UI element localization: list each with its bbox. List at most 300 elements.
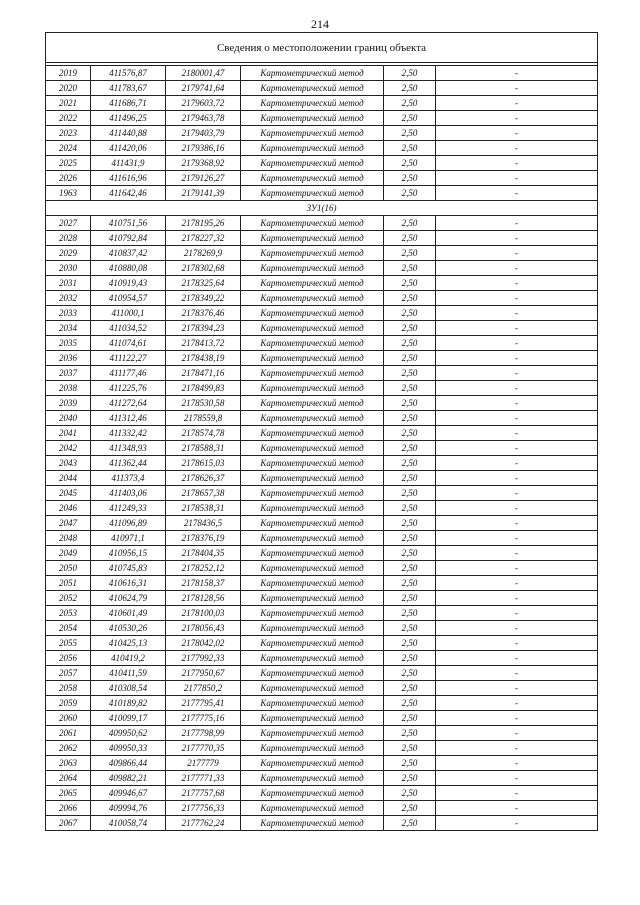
- coord-y: 2178376,19: [166, 531, 241, 546]
- coord-y: 2178158,37: [166, 576, 241, 591]
- coord-y: 2179368,92: [166, 156, 241, 171]
- coord-y: 2178588,31: [166, 441, 241, 456]
- coord-x: 411122,27: [91, 351, 166, 366]
- point-number: 2033: [46, 306, 91, 321]
- precision: 2,50: [384, 531, 436, 546]
- description: -: [436, 816, 598, 831]
- coord-x: 411440,88: [91, 126, 166, 141]
- coord-y: 2178574,78: [166, 426, 241, 441]
- coord-y: 2178195,26: [166, 216, 241, 231]
- precision: 2,50: [384, 606, 436, 621]
- table-row: [46, 741, 598, 756]
- method: Картометрический метод: [241, 366, 384, 381]
- method: Картометрический метод: [241, 411, 384, 426]
- coord-y: 2178128,56: [166, 591, 241, 606]
- coord-y: 2177770,35: [166, 741, 241, 756]
- table-row: [46, 186, 598, 201]
- coord-x: 410792,84: [91, 231, 166, 246]
- method: Картометрический метод: [241, 381, 384, 396]
- coord-x: 411686,71: [91, 96, 166, 111]
- coord-x: 411403,06: [91, 486, 166, 501]
- table-row: [46, 606, 598, 621]
- method: Картометрический метод: [241, 741, 384, 756]
- description: -: [436, 516, 598, 531]
- method: Картометрический метод: [241, 636, 384, 651]
- method: Картометрический метод: [241, 231, 384, 246]
- precision: 2,50: [384, 741, 436, 756]
- coord-y: 2178100,03: [166, 606, 241, 621]
- point-number: 2048: [46, 531, 91, 546]
- coord-x: 410530,26: [91, 621, 166, 636]
- method: Картометрический метод: [241, 261, 384, 276]
- method: Картометрический метод: [241, 321, 384, 336]
- point-number: 2037: [46, 366, 91, 381]
- precision: 2,50: [384, 756, 436, 771]
- precision: 2,50: [384, 81, 436, 96]
- coord-x: 410601,49: [91, 606, 166, 621]
- coord-x: 409950,33: [91, 741, 166, 756]
- method: Картометрический метод: [241, 126, 384, 141]
- point-number: 2054: [46, 621, 91, 636]
- precision: 2,50: [384, 306, 436, 321]
- point-number: 2021: [46, 96, 91, 111]
- point-number: 2047: [46, 516, 91, 531]
- table-title-row: [46, 33, 598, 63]
- method: Картометрический метод: [241, 456, 384, 471]
- description: -: [436, 171, 598, 186]
- description: -: [436, 501, 598, 516]
- coord-x: 411431,9: [91, 156, 166, 171]
- table-row: [46, 591, 598, 606]
- method: Картометрический метод: [241, 726, 384, 741]
- point-number: 2059: [46, 696, 91, 711]
- precision: 2,50: [384, 471, 436, 486]
- coord-x: 410419,2: [91, 651, 166, 666]
- method: Картометрический метод: [241, 216, 384, 231]
- coord-x: 411420,06: [91, 141, 166, 156]
- method: Картометрический метод: [241, 471, 384, 486]
- coord-x: 410745,83: [91, 561, 166, 576]
- point-number: 2044: [46, 471, 91, 486]
- precision: 2,50: [384, 321, 436, 336]
- table-row: [46, 411, 598, 426]
- method: Картометрический метод: [241, 561, 384, 576]
- method: Картометрический метод: [241, 756, 384, 771]
- description: -: [436, 306, 598, 321]
- method: Картометрический метод: [241, 291, 384, 306]
- method: Картометрический метод: [241, 336, 384, 351]
- coord-y: 2177850,2: [166, 681, 241, 696]
- coord-y: 2178499,83: [166, 381, 241, 396]
- description: -: [436, 531, 598, 546]
- table-row: [46, 711, 598, 726]
- coord-x: 411642,46: [91, 186, 166, 201]
- method: Картометрический метод: [241, 66, 384, 81]
- coord-y: 2178269,9: [166, 246, 241, 261]
- coord-x: 410971,1: [91, 531, 166, 546]
- coord-x: 409882,21: [91, 771, 166, 786]
- method: Картометрический метод: [241, 606, 384, 621]
- table-row: [46, 441, 598, 456]
- description: -: [436, 771, 598, 786]
- precision: 2,50: [384, 726, 436, 741]
- point-number: 2062: [46, 741, 91, 756]
- coord-x: 410189,82: [91, 696, 166, 711]
- method: Картометрический метод: [241, 486, 384, 501]
- method: Картометрический метод: [241, 141, 384, 156]
- description: -: [436, 486, 598, 501]
- table-row: [46, 381, 598, 396]
- coord-x: 410058,74: [91, 816, 166, 831]
- coord-x: 410099,17: [91, 711, 166, 726]
- table-row: [46, 171, 598, 186]
- description: -: [436, 681, 598, 696]
- table-row: [46, 636, 598, 651]
- table-row: [46, 261, 598, 276]
- method: Картометрический метод: [241, 156, 384, 171]
- description: -: [436, 696, 598, 711]
- section-header-row: [46, 201, 598, 216]
- description: -: [436, 186, 598, 201]
- boundary-coordinates-table: [45, 32, 598, 831]
- coord-y: 2178376,46: [166, 306, 241, 321]
- coord-x: 411272,64: [91, 396, 166, 411]
- point-number: 2065: [46, 786, 91, 801]
- precision: 2,50: [384, 786, 436, 801]
- table-row: [46, 141, 598, 156]
- table-title: Сведения о местоположении границ объекта: [46, 33, 598, 63]
- method: Картометрический метод: [241, 651, 384, 666]
- description: -: [436, 621, 598, 636]
- description: -: [436, 606, 598, 621]
- precision: 2,50: [384, 411, 436, 426]
- point-number: 2043: [46, 456, 91, 471]
- coord-x: 411616,96: [91, 171, 166, 186]
- method: Картометрический метод: [241, 516, 384, 531]
- coord-x: 411225,76: [91, 381, 166, 396]
- coord-x: 411312,46: [91, 411, 166, 426]
- point-number: 2041: [46, 426, 91, 441]
- point-number: 2019: [46, 66, 91, 81]
- description: -: [436, 111, 598, 126]
- coord-x: 409866,44: [91, 756, 166, 771]
- coord-x: 411000,1: [91, 306, 166, 321]
- coord-x: 410956,15: [91, 546, 166, 561]
- precision: 2,50: [384, 501, 436, 516]
- table-row: [46, 651, 598, 666]
- method: Картометрический метод: [241, 576, 384, 591]
- precision: 2,50: [384, 336, 436, 351]
- description: -: [436, 741, 598, 756]
- method: Картометрический метод: [241, 306, 384, 321]
- method: Картометрический метод: [241, 801, 384, 816]
- description: -: [436, 561, 598, 576]
- point-number: 1963: [46, 186, 91, 201]
- table-row: [46, 111, 598, 126]
- description: -: [436, 456, 598, 471]
- table-row: [46, 801, 598, 816]
- description: -: [436, 276, 598, 291]
- description: -: [436, 321, 598, 336]
- coord-y: 2178436,5: [166, 516, 241, 531]
- table-row: [46, 531, 598, 546]
- precision: 2,50: [384, 66, 436, 81]
- precision: 2,50: [384, 546, 436, 561]
- description: -: [436, 81, 598, 96]
- table-row: [46, 696, 598, 711]
- point-number: 2034: [46, 321, 91, 336]
- table-row: [46, 66, 598, 81]
- precision: 2,50: [384, 681, 436, 696]
- method: Картометрический метод: [241, 666, 384, 681]
- precision: 2,50: [384, 426, 436, 441]
- point-number: 2039: [46, 396, 91, 411]
- table-row: [46, 816, 598, 831]
- coord-x: 410880,08: [91, 261, 166, 276]
- point-number: 2022: [46, 111, 91, 126]
- point-number: 2064: [46, 771, 91, 786]
- method: Картометрический метод: [241, 696, 384, 711]
- coord-y: 2178438,19: [166, 351, 241, 366]
- section-label: ЗУ1(16): [46, 201, 598, 216]
- coord-x: 411362,44: [91, 456, 166, 471]
- coord-y: 2178056,43: [166, 621, 241, 636]
- coord-x: 410954,57: [91, 291, 166, 306]
- coord-x: 410624,79: [91, 591, 166, 606]
- table-row: [46, 321, 598, 336]
- coord-y: 2177779: [166, 756, 241, 771]
- precision: 2,50: [384, 381, 436, 396]
- point-number: 2057: [46, 666, 91, 681]
- precision: 2,50: [384, 96, 436, 111]
- precision: 2,50: [384, 216, 436, 231]
- coord-x: 411783,67: [91, 81, 166, 96]
- page-number: 214: [311, 17, 329, 31]
- point-number: 2052: [46, 591, 91, 606]
- coord-x: 411034,52: [91, 321, 166, 336]
- point-number: 2023: [46, 126, 91, 141]
- coord-y: 2177757,68: [166, 786, 241, 801]
- point-number: 2024: [46, 141, 91, 156]
- table-row: [46, 501, 598, 516]
- table-row: [46, 681, 598, 696]
- point-number: 2058: [46, 681, 91, 696]
- method: Картометрический метод: [241, 501, 384, 516]
- coord-y: 2178404,35: [166, 546, 241, 561]
- coord-y: 2178252,12: [166, 561, 241, 576]
- description: -: [436, 726, 598, 741]
- table-row: [46, 246, 598, 261]
- method: Картометрический метод: [241, 111, 384, 126]
- description: -: [436, 636, 598, 651]
- precision: 2,50: [384, 291, 436, 306]
- point-number: 2051: [46, 576, 91, 591]
- coord-x: 411348,93: [91, 441, 166, 456]
- method: Картометрический метод: [241, 186, 384, 201]
- coord-y: 2178042,02: [166, 636, 241, 651]
- precision: 2,50: [384, 156, 436, 171]
- precision: 2,50: [384, 261, 436, 276]
- point-number: 2045: [46, 486, 91, 501]
- description: -: [436, 261, 598, 276]
- description: -: [436, 426, 598, 441]
- coord-y: 2178615,03: [166, 456, 241, 471]
- precision: 2,50: [384, 591, 436, 606]
- coord-y: 2178349,22: [166, 291, 241, 306]
- coord-y: 2177950,67: [166, 666, 241, 681]
- description: -: [436, 576, 598, 591]
- description: -: [436, 291, 598, 306]
- precision: 2,50: [384, 711, 436, 726]
- table-row: [46, 96, 598, 111]
- point-number: 2049: [46, 546, 91, 561]
- precision: 2,50: [384, 111, 436, 126]
- table-row: [46, 561, 598, 576]
- coord-y: 2178325,64: [166, 276, 241, 291]
- table-row: [46, 486, 598, 501]
- table-row: [46, 456, 598, 471]
- precision: 2,50: [384, 621, 436, 636]
- description: -: [436, 711, 598, 726]
- coord-x: 409950,62: [91, 726, 166, 741]
- method: Картометрический метод: [241, 276, 384, 291]
- precision: 2,50: [384, 171, 436, 186]
- table-row: [46, 426, 598, 441]
- method: Картометрический метод: [241, 531, 384, 546]
- coord-y: 2177992,33: [166, 651, 241, 666]
- coord-y: 2178530,58: [166, 396, 241, 411]
- table-row: [46, 366, 598, 381]
- table-row: [46, 471, 598, 486]
- coord-y: 2177771,33: [166, 771, 241, 786]
- table-row: [46, 231, 598, 246]
- coord-x: 410919,43: [91, 276, 166, 291]
- coord-y: 2177756,33: [166, 801, 241, 816]
- coord-y: 2178626,37: [166, 471, 241, 486]
- table-row: [46, 771, 598, 786]
- point-number: 2031: [46, 276, 91, 291]
- coord-y: 2178302,68: [166, 261, 241, 276]
- description: -: [436, 801, 598, 816]
- point-number: 2038: [46, 381, 91, 396]
- coord-x: 410751,56: [91, 216, 166, 231]
- point-number: 2030: [46, 261, 91, 276]
- coord-x: 410425,13: [91, 636, 166, 651]
- description: -: [436, 126, 598, 141]
- description: -: [436, 156, 598, 171]
- method: Картометрический метод: [241, 816, 384, 831]
- precision: 2,50: [384, 636, 436, 651]
- description: -: [436, 336, 598, 351]
- coord-x: 410837,42: [91, 246, 166, 261]
- precision: 2,50: [384, 666, 436, 681]
- point-number: 2066: [46, 801, 91, 816]
- description: -: [436, 396, 598, 411]
- description: -: [436, 141, 598, 156]
- table-row: [46, 726, 598, 741]
- point-number: 2056: [46, 651, 91, 666]
- description: -: [436, 471, 598, 486]
- coord-y: 2178559,8: [166, 411, 241, 426]
- coord-y: 2177762,24: [166, 816, 241, 831]
- method: Картометрический метод: [241, 591, 384, 606]
- method: Картометрический метод: [241, 771, 384, 786]
- table-row: [46, 756, 598, 771]
- method: Картометрический метод: [241, 546, 384, 561]
- point-number: 2026: [46, 171, 91, 186]
- coord-x: 411496,25: [91, 111, 166, 126]
- table-row: [46, 81, 598, 96]
- description: -: [436, 216, 598, 231]
- coord-y: 2179141,39: [166, 186, 241, 201]
- coord-y: 2177795,41: [166, 696, 241, 711]
- coord-x: 411249,33: [91, 501, 166, 516]
- coord-x: 409994,76: [91, 801, 166, 816]
- point-number: 2050: [46, 561, 91, 576]
- coord-y: 2177798,99: [166, 726, 241, 741]
- table-row: [46, 276, 598, 291]
- table-row: [46, 576, 598, 591]
- method: Картометрический метод: [241, 96, 384, 111]
- precision: 2,50: [384, 696, 436, 711]
- description: -: [436, 591, 598, 606]
- method: Картометрический метод: [241, 171, 384, 186]
- precision: 2,50: [384, 576, 436, 591]
- coord-y: 2179603,72: [166, 96, 241, 111]
- description: -: [436, 366, 598, 381]
- point-number: 2067: [46, 816, 91, 831]
- precision: 2,50: [384, 366, 436, 381]
- description: -: [436, 66, 598, 81]
- table-row: [46, 621, 598, 636]
- table-row: [46, 216, 598, 231]
- table-row: [46, 516, 598, 531]
- precision: 2,50: [384, 351, 436, 366]
- coord-x: 410411,59: [91, 666, 166, 681]
- precision: 2,50: [384, 816, 436, 831]
- coord-y: 2177775,16: [166, 711, 241, 726]
- coord-y: 2179126,27: [166, 171, 241, 186]
- coord-x: 411177,46: [91, 366, 166, 381]
- precision: 2,50: [384, 771, 436, 786]
- method: Картометрический метод: [241, 786, 384, 801]
- method: Картометрический метод: [241, 441, 384, 456]
- table-row: [46, 291, 598, 306]
- coord-x: 411373,4: [91, 471, 166, 486]
- precision: 2,50: [384, 186, 436, 201]
- description: -: [436, 96, 598, 111]
- precision: 2,50: [384, 126, 436, 141]
- table-row: [46, 156, 598, 171]
- table-row: [46, 306, 598, 321]
- method: Картометрический метод: [241, 351, 384, 366]
- description: -: [436, 351, 598, 366]
- method: Картометрический метод: [241, 246, 384, 261]
- method: Картометрический метод: [241, 81, 384, 96]
- coord-x: 411074,61: [91, 336, 166, 351]
- precision: 2,50: [384, 651, 436, 666]
- coord-y: 2179741,64: [166, 81, 241, 96]
- coord-x: 411576,87: [91, 66, 166, 81]
- coord-y: 2178471,16: [166, 366, 241, 381]
- precision: 2,50: [384, 516, 436, 531]
- coord-y: 2178538,31: [166, 501, 241, 516]
- coord-y: 2178413,72: [166, 336, 241, 351]
- coord-y: 2179403,79: [166, 126, 241, 141]
- point-number: 2053: [46, 606, 91, 621]
- description: -: [436, 756, 598, 771]
- table-row: [46, 351, 598, 366]
